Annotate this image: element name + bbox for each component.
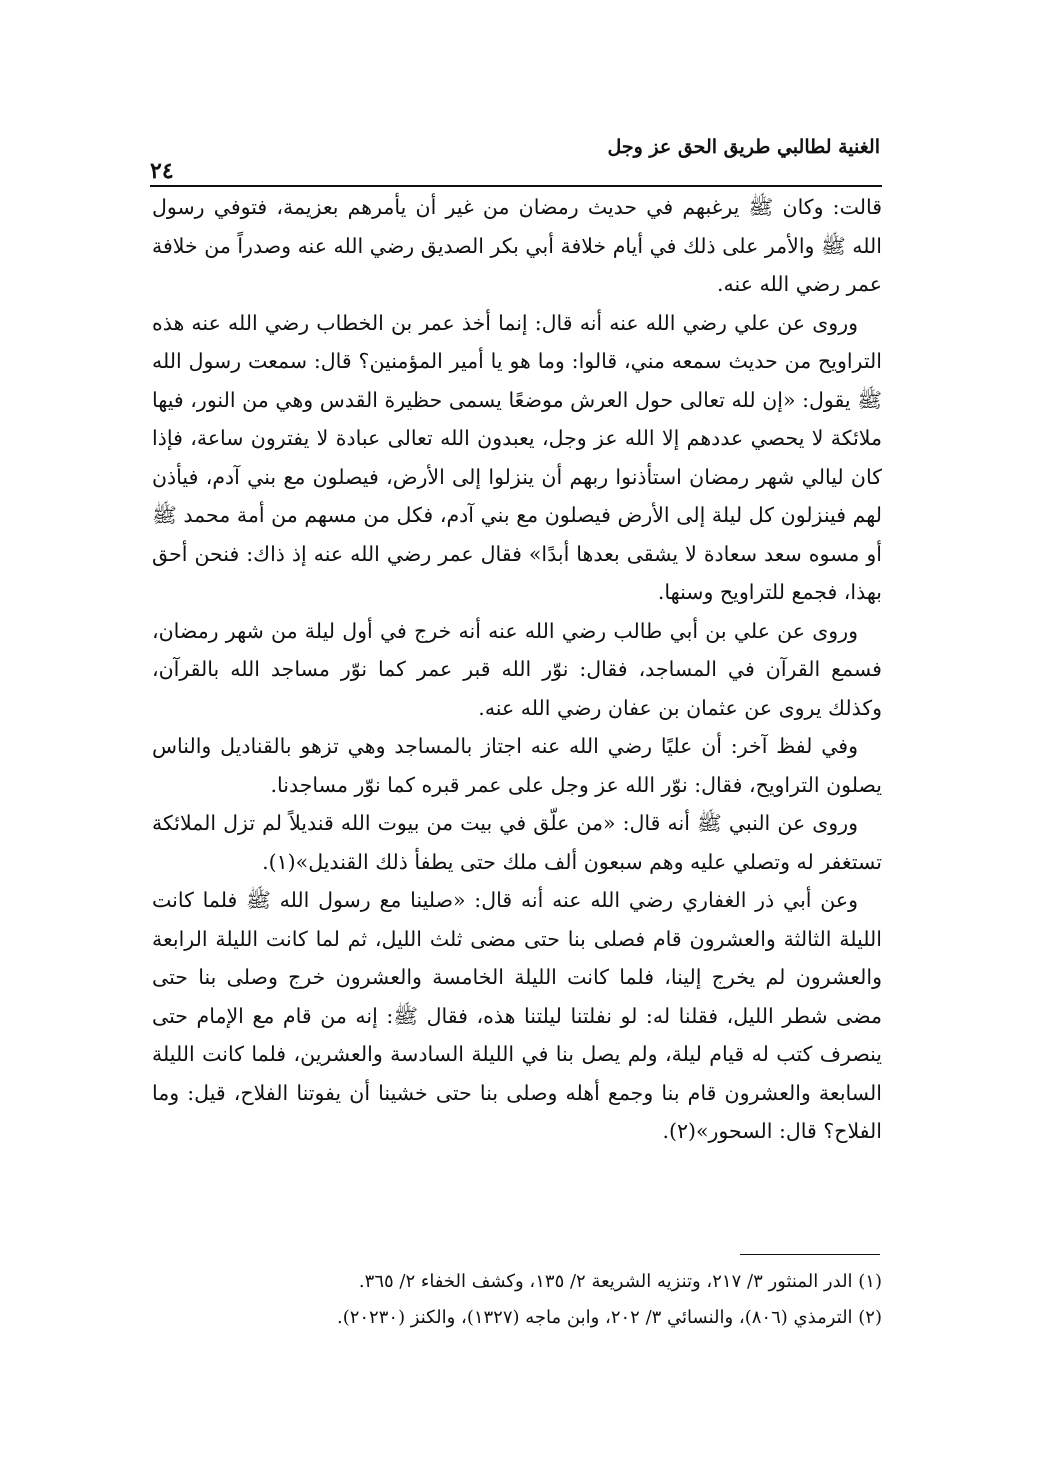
page-number: ٢٤	[150, 158, 174, 184]
footnote-divider	[740, 1254, 880, 1255]
paragraph: قالت: وكان ﷺ يرغبهم في حديث رمضان من غير أن يأمرهم بعزيمة، فتوفي رسول الله ﷺ والأمر على ذلك في أيام خلافة أبي بكر الصديق رضي الله عنه وصدراً من خلافة عمر رضي الله عنه.	[152, 195, 882, 296]
footnote-2: (٢) الترمذي (٨٠٦)، والنسائي ٣/ ٢٠٢، وابن ماجه (١٣٢٧)، والكنز (٢٠٢٣٠).	[336, 1307, 882, 1328]
paragraph: وروى عن النبي ﷺ أنه قال: «من علّق في بيت من بيوت الله قنديلاً لم تزل الملائكة تستغفر له وتصلي عليه وهم سبعون ألف ملك حتى يطفأ ذلك القنديل»(١).	[152, 811, 882, 874]
paragraph: وروى عن علي رضي الله عنه أنه قال: إنما أخذ عمر بن الخطاب رضي الله عنه هذه التراويح من حديث سمعه مني، قالوا: وما هو يا أمير المؤمنين؟ قال: سمعت رسول الله ﷺ يقول: «إن لله تعالى حول العرش موضعًا يسمى حظيرة القدس وهي من النور، فيها ملائكة لا يحصي عددهم إلا الله عز وجل، يعبدون الله تعالى عبادة لا يفترون ساعة، فإذا كان ليالي شهر رمضان استأذنوا ربهم أن ينزلوا إلى الأرض، فيصلون مع بني آدم، فيأذن لهم فينزلون كل ليلة إلى الأرض فيصلون مع بني آدم، فكل من مسهم من أمة محمد ﷺ أو مسوه سعد سعادة لا يشقى بعدها أبدًا» فقال عمر رضي الله عنه إذ ذاك: فنحن أحق بهذا، فجمع للتراويح وسنها.	[152, 310, 882, 604]
running-header-title: الغنية لطالبي طريق الحق عز وجل	[607, 136, 880, 158]
paragraph: وروى عن علي بن أبي طالب رضي الله عنه أنه خرج في أول ليلة من شهر رمضان، فسمع القرآن في المساجد، فقال: نوّر الله قبر عمر كما نوّر مساجد الله بالقرآن، وكذلك يروى عن عثمان بن عفان رضي الله عنه.	[152, 618, 882, 720]
footnote-1: (١) الدر المنثور ٣/ ٢١٧، وتنزيه الشريعة ٢/ ١٣٥، وكشف الخفاء ٢/ ٣٦٥.	[358, 1271, 882, 1292]
footnotes	[152, 1264, 882, 1336]
paragraph: وعن أبي ذر الغفاري رضي الله عنه أنه قال: «صلينا مع رسول الله ﷺ فلما كانت الليلة الثالثة والعشرون قام فصلى بنا حتى مضى ثلث الليل، ثم لما كانت الليلة الرابعة والعشرون لم يخرج إلينا، فلما كانت الليلة الخامسة والعشرون خرج وصلى بنا حتى مضى شطر الليل، فقلنا له: لو نفلتنا ليلتنا هذه، فقال ﷺ: إنه من قام مع الإمام حتى ينصرف كتب له قيام ليلة، ولم يصل بنا في الليلة السادسة والعشرين، فلما كانت الليلة السابعة والعشرون قام بنا وجمع أهله وصلى بنا حتى خشينا أن يفوتنا الفلاح، قيل: وما الفلاح؟ قال: السحور»(٢).	[152, 888, 882, 1143]
main-text	[152, 188, 882, 1151]
header-divider	[150, 185, 882, 187]
paragraph: وفي لفظ آخر: أن عليًا رضي الله عنه اجتاز بالمساجد وهي تزهو بالقناديل والناس يصلون التراويح، فقال: نوّر الله عز وجل على عمر قبره كما نوّر مساجدنا.	[152, 734, 882, 797]
